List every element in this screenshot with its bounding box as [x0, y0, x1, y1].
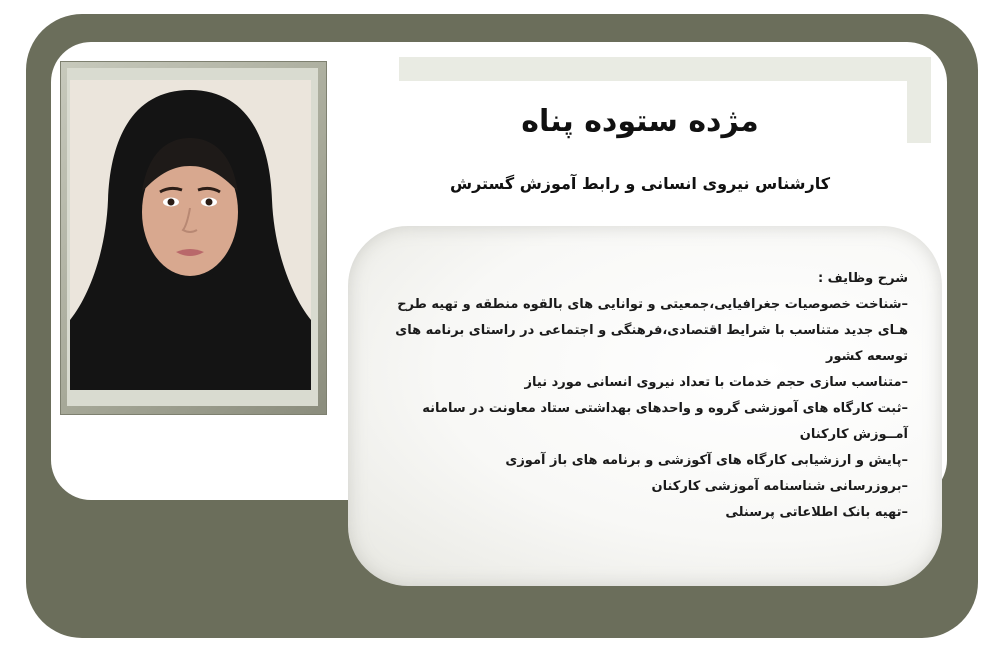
- duties-section: [378, 266, 908, 526]
- duty-item: –تهیه بانک اطلاعاتی پرسنلی: [725, 505, 908, 520]
- duty-item: –بروزرسانی شناسنامه آموزشی کارکنان: [651, 479, 908, 494]
- profile-photo: [70, 80, 311, 390]
- person-name: مژده ستوده پناه: [521, 104, 759, 139]
- job-title: کارشناس نیروی انسانی و رابط آموزش گسترش: [449, 174, 830, 193]
- duty-item: –متناسب سازی حجم خدمات با تعداد نیروی انسانی مورد نیاز: [524, 375, 908, 390]
- duties-heading: شرح وظایف :: [817, 271, 908, 286]
- duty-item: –شناخت خصوصیات جغرافیایی،جمعیتی و توانایی های بالقوه منطقه و تهیه طرح هـای جدید متناسب با شرایط اقتصادی،فرهنگی و اجتماعی در راستای برنامه های توسعه کشور: [395, 297, 908, 364]
- duty-item: –پایش و ارزشیابی کارگاه های آکوزشی و برنامه های باز آموزی: [505, 453, 908, 468]
- duty-item: –ثبت کارگاه های آموزشی گروه و واحدهای بهداشتی ستاد معاونت در سامانه آمــوزش کارکنان: [422, 401, 908, 442]
- duties-list: [378, 292, 908, 526]
- person-portrait-icon: [70, 80, 311, 390]
